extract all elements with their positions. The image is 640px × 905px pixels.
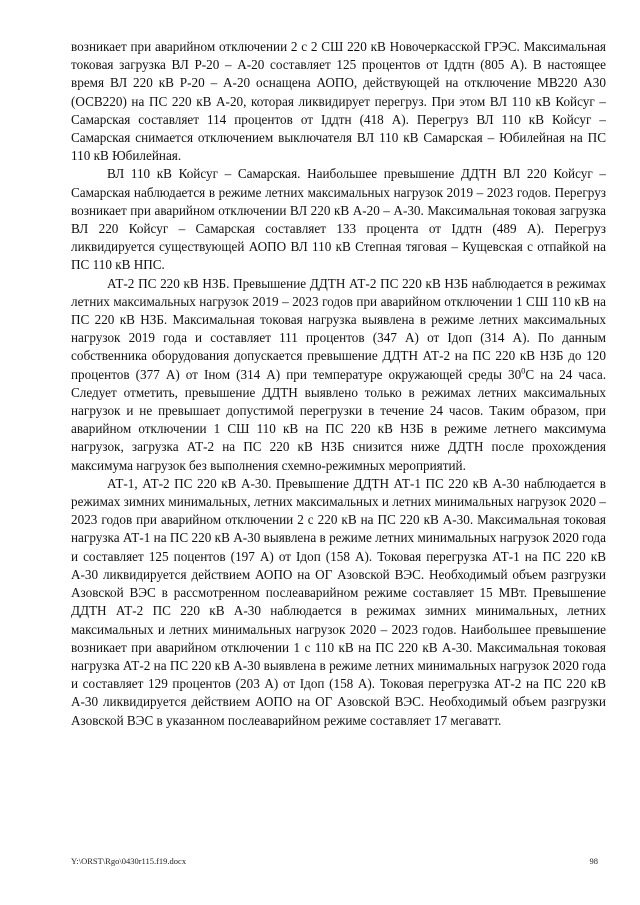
paragraph-4: АТ-1, АТ-2 ПС 220 кВ А-30. Превышение ДДТН АТ-1 ПС 220 кВ А-30 наблюдается в режимах зимних минимальных, летних максимальных и летних минимальных нагрузок 2020 – 2023 годов при аварийном отключении 2 с 220 кВ на ПС 220 кВ А-30. Максимальная токовая нагрузка АТ-1 на ПС 220 кВ А-30 выявлена в режиме летних минимальных нагрузок 2020 года и составляет 125 поцентов (197 А) от Iдоп (158 А). Токовая перегрузка АТ-1 на ПС 220 кВ А-30 ликвидируется действием АОПО на ОГ Азовской ВЭС. Необходимый объем разгрузки Азовской ВЭС в рассмотренном послеаварийном режиме составляет 15 МВт. Превышение ДДТН АТ-2 ПС 220 кВ А-30 наблюдается в режимах зимних минимальных, летних максимальных и летних минимальных нагрузок 2020 – 2023 годов. Наибольшее превышение возникает при аварийном отключении 1 с 110 кВ на ПС 220 кВ А-30. Максимальная токовая нагрузка АТ-2 на ПС 220 кВ А-30 выявлена в режиме летних минимальных нагрузок 2020 года и составляет 129 процентов (203 А) от Iдоп (158 А). Токовая перегрузка АТ-2 на ПС 220 кВ А-30 ликвидируется действием АОПО на ОГ Азовской ВЭС. Необходимый объем разгрузки Азовской ВЭС в указанном послеаварийном режиме составляет 17 мегаватт. [71,475,606,728]
paragraph-3-continued: С на 24 часа. Следует отметить, превышение ДДТН выявлено только в режимах летних максимальных нагрузок и не превышает допустимой перегрузки в течение 24 часов. Таким образом, при аварийном отключении 1 СШ 110 кВ на ПС 220 кВ НЗБ в режиме летнего максимума нагрузок, загрузка АТ-2 на ПС 220 кВ НЗБ снизится ниже ДДТН после прохождения максимума нагрузок без выполнения схемно-режимных мероприятий. [71,366,606,473]
paragraph-3 [71,275,606,475]
paragraph-2: ВЛ 110 кВ Койсуг – Самарская. Наибольшее превышение ДДТН ВЛ 220 Койсуг – Самарская наблюдается в режиме летних максимальных нагрузок 2019 – 2023 годов. Перегруз возникает при аварийном отключении ВЛ 220 кВ А-20 – А-30. Максимальная токовая загрузка ВЛ 220 Койсуг – Самарская составляет 133 процента от Iддтн (489 А). Перегруз ликвидируется существующей АОПО ВЛ 110 кВ Степная тяговая – Кущевская с отпайкой на ПС 110 кВ НПС. [71,166,606,273]
footer-file-path: Y:\ORST\Rgo\0430r115.f19.docx [71,856,187,866]
footer-page-number: 98 [589,856,598,866]
document-body [71,38,606,730]
page-footer [71,856,598,866]
paragraph-1: возникает при аварийном отключении 2 с 2 СШ 220 кВ Новочеркасской ГРЭС. Максимальная токовая загрузка ВЛ Р-20 – А-20 составляет 125 процентов от Iддтн (805 А). В настоящее время ВЛ 220 кВ Р-20 – А-20 оснащена АОПО, действующей на отключение МВ220 А30 (ОСВ220) на ПС 220 кВ А-20, которая ликвидирует перегруз. При этом ВЛ 110 кВ Койсуг – Самарская составляет 114 процентов от Iддтн (418 А). Перегруз ВЛ 110 кВ Койсуг – Самарская снимается отключением выключателя ВЛ 110 кВ Самарская – Юбилейная на ПС 110 кВ Юбилейная. [71,39,606,164]
paragraph-3-text: АТ-2 ПС 220 кВ НЗБ. Превышение ДДТН АТ-2 ПС 220 кВ НЗБ наблюдается в режимах летних максимальных нагрузок 2019 – 2023 годов при аварийном отключении 1 СШ 110 кВ на ПС 220 кВ НЗБ. Максимальная токовая нагрузка выявлена в режиме летних максимальных нагрузок 2019 года и составляет 111 процентов (347 А) от Iдоп (314 А). По данным собственника оборудования допускается превышение ДДТН АТ-2 на ПС 220 кВ НЗБ до 120 процентов (377 А) от Iном (314 А) при температуре окружающей среды 30 [71,275,606,382]
degree-superscript: 0 [521,365,526,376]
